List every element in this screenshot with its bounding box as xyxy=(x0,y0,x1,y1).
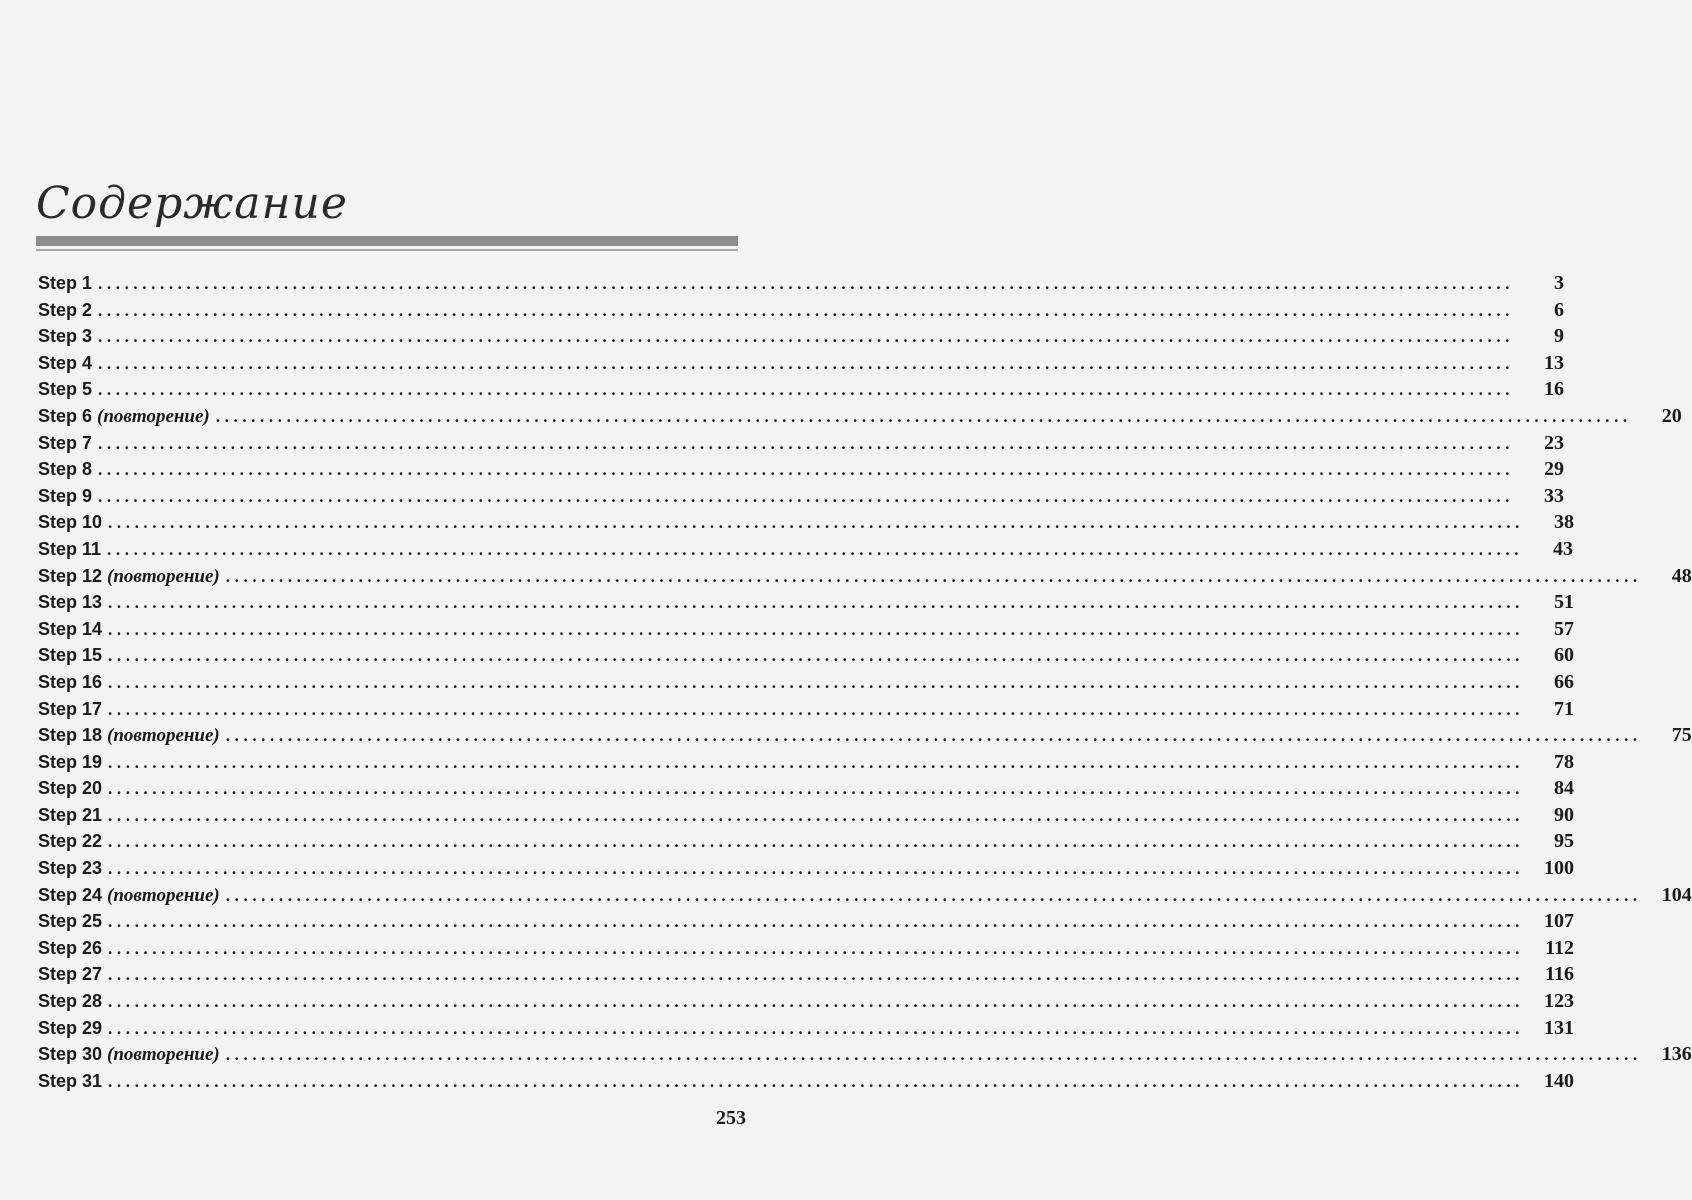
toc-entry[interactable] xyxy=(38,722,1692,749)
toc-step-label: Step 26 xyxy=(38,937,103,958)
table-of-contents xyxy=(38,270,1692,1094)
toc-step-label: Step 31 xyxy=(38,1070,103,1091)
toc-step-note: (повторение) xyxy=(107,1044,220,1066)
toc-page-number: 3 xyxy=(1554,272,1565,294)
toc-page-number: 95 xyxy=(1554,830,1575,853)
toc-page-number: 136 xyxy=(1661,1043,1692,1066)
toc-entry[interactable] xyxy=(38,616,1575,643)
toc-entry[interactable] xyxy=(38,669,1575,696)
toc-page-number: 60 xyxy=(1554,644,1575,667)
toc-step-label: Step 9 xyxy=(38,485,93,506)
toc-entry[interactable] xyxy=(38,961,1575,988)
toc-entry[interactable] xyxy=(38,935,1575,962)
dot-leader: ................................................................................................................................................................ xyxy=(225,726,1642,746)
toc-step-label: Step 22 xyxy=(38,831,103,852)
toc-entry[interactable] xyxy=(38,1068,1575,1095)
dot-leader: ................................................................................................................................................................ xyxy=(108,1071,1525,1091)
toc-step-note: (повторение) xyxy=(97,405,210,427)
toc-entry[interactable] xyxy=(38,430,1565,457)
toc-step-label: Step 12 xyxy=(38,565,103,586)
toc-entry[interactable] xyxy=(38,376,1565,403)
toc-step-label: Step 10 xyxy=(38,512,103,533)
toc-page-number: 104 xyxy=(1661,883,1692,906)
toc-step-label: Step 29 xyxy=(38,1017,103,1038)
toc-page-number: 100 xyxy=(1544,857,1575,880)
toc-step-label: Step 23 xyxy=(38,858,103,879)
toc-step-label: Step 18 xyxy=(38,725,103,746)
toc-page-number: 123 xyxy=(1544,990,1575,1013)
toc-step-label: Step 1 xyxy=(38,273,93,293)
toc-page-number: 51 xyxy=(1554,591,1575,614)
toc-page-number: 57 xyxy=(1554,617,1575,640)
toc-step-label: Step 27 xyxy=(38,964,103,985)
toc-page-number: 78 xyxy=(1554,750,1575,773)
dot-leader: ................................................................................................................................................................ xyxy=(108,912,1525,932)
toc-entry[interactable] xyxy=(38,563,1692,590)
dot-leader: ................................................................................................................................................................ xyxy=(225,885,1642,905)
toc-page-number: 107 xyxy=(1544,910,1575,933)
toc-entry[interactable] xyxy=(38,1041,1692,1068)
toc-entry[interactable] xyxy=(38,403,1682,430)
toc-entry[interactable] xyxy=(38,350,1565,377)
toc-entry[interactable] xyxy=(38,855,1575,882)
toc-page-number: 13 xyxy=(1544,351,1565,374)
toc-entry[interactable] xyxy=(38,483,1565,510)
dot-leader: ................................................................................................................................................................ xyxy=(108,699,1525,719)
toc-page-number: 66 xyxy=(1554,670,1575,693)
toc-entry[interactable] xyxy=(38,908,1575,935)
dot-leader: ................................................................................................................................................................ xyxy=(108,513,1525,533)
toc-step-label: Step 20 xyxy=(38,778,103,799)
toc-step-label: Step 6 xyxy=(38,405,93,426)
toc-entry[interactable] xyxy=(38,536,1574,563)
dot-leader: ................................................................................................................................................................ xyxy=(108,938,1525,958)
toc-step-label: Step 21 xyxy=(38,804,103,825)
toc-step-label: Step 24 xyxy=(38,884,103,905)
toc-step-label: Step 2 xyxy=(38,299,93,320)
toc-step-label: Step 25 xyxy=(38,911,103,932)
toc-entry[interactable] xyxy=(38,509,1575,536)
dot-leader: ................................................................................................................................................................ xyxy=(225,566,1642,586)
dot-leader: ................................................................................................................................................................ xyxy=(108,859,1525,879)
toc-page-number: 84 xyxy=(1554,777,1575,800)
dot-leader: ................................................................................................................................................................ xyxy=(107,539,1524,559)
toc-page-number: 33 xyxy=(1544,484,1565,507)
dot-leader: ................................................................................................................................................................ xyxy=(108,992,1525,1012)
toc-step-label: Step 19 xyxy=(38,751,103,772)
dot-leader: ................................................................................................................................................................ xyxy=(98,380,1515,400)
dot-leader: ................................................................................................................................................................ xyxy=(98,300,1515,320)
toc-step-label: Step 28 xyxy=(38,991,103,1012)
toc-entry[interactable] xyxy=(38,589,1575,616)
title-rule-thin xyxy=(36,249,738,251)
toc-step-label: Step 5 xyxy=(38,379,93,400)
dot-leader: ................................................................................................................................................................ xyxy=(98,327,1515,347)
toc-step-label: Step 4 xyxy=(38,352,93,373)
toc-page-number: 75 xyxy=(1671,724,1692,747)
toc-step-note: (повторение) xyxy=(107,565,220,587)
dot-leader: ................................................................................................................................................................ xyxy=(108,1018,1525,1038)
toc-step-note: (повторение) xyxy=(107,884,220,906)
dot-leader: ................................................................................................................................................................ xyxy=(108,593,1525,613)
toc-page-number: 71 xyxy=(1554,697,1575,720)
toc-page-number: 116 xyxy=(1545,963,1575,986)
dot-leader: ................................................................................................................................................................ xyxy=(108,646,1525,666)
toc-entry[interactable] xyxy=(38,1015,1575,1042)
dot-leader: ................................................................................................................................................................ xyxy=(98,486,1515,506)
dot-leader: ................................................................................................................................................................ xyxy=(108,832,1525,852)
toc-page-number: 16 xyxy=(1544,378,1565,401)
toc-step-label: Step 14 xyxy=(38,618,103,639)
toc-page-number: 20 xyxy=(1661,404,1682,427)
toc-entry[interactable] xyxy=(38,456,1565,483)
toc-page-number: 131 xyxy=(1544,1016,1575,1039)
toc-page-number: 23 xyxy=(1544,431,1565,454)
dot-leader: ................................................................................................................................................................ xyxy=(225,1045,1642,1065)
page-title: Содержание xyxy=(36,178,348,229)
toc-entry[interactable] xyxy=(38,642,1575,669)
toc-step-label: Step 8 xyxy=(38,459,93,480)
dot-leader: ................................................................................................................................................................ xyxy=(108,779,1525,799)
dot-leader: ................................................................................................................................................................ xyxy=(98,353,1515,373)
toc-page-number: 9 xyxy=(1554,325,1565,348)
toc-entry[interactable] xyxy=(38,297,1565,324)
toc-entry[interactable] xyxy=(38,882,1692,909)
toc-step-label: Step 15 xyxy=(38,645,103,666)
toc-step-label: Step 7 xyxy=(38,432,93,453)
toc-entry[interactable] xyxy=(38,988,1575,1015)
toc-page-number: 6 xyxy=(1554,298,1565,321)
toc-step-label: Step 11 xyxy=(38,538,102,559)
toc-entry[interactable] xyxy=(38,749,1575,776)
title-rule-thick xyxy=(36,236,738,246)
dot-leader: ................................................................................................................................................................ xyxy=(108,805,1525,825)
dot-leader: ................................................................................................................................................................ xyxy=(108,672,1525,692)
dot-leader: ................................................................................................................................................................ xyxy=(215,406,1632,426)
toc-entry[interactable] xyxy=(38,696,1575,723)
toc-page-number: 90 xyxy=(1554,803,1575,826)
toc-entry[interactable] xyxy=(38,775,1575,802)
toc-step-label: Step 30 xyxy=(38,1044,103,1065)
dot-leader: ................................................................................................................................................................ xyxy=(108,965,1525,985)
toc-page-number: 140 xyxy=(1544,1069,1575,1092)
toc-step-label: Step 16 xyxy=(38,671,103,692)
toc-step-label: Step 17 xyxy=(38,698,103,719)
toc-step-label: Step 3 xyxy=(38,326,93,347)
toc-entry[interactable] xyxy=(38,802,1575,829)
toc-page-number: 43 xyxy=(1553,537,1574,560)
toc-entry[interactable] xyxy=(38,828,1575,855)
dot-leader: ................................................................................................................................................................ xyxy=(98,433,1515,453)
toc-step-label: Step 13 xyxy=(38,592,103,613)
toc-page-number: 48 xyxy=(1671,564,1692,587)
toc-entry[interactable] xyxy=(38,270,1565,297)
toc-page-number: 29 xyxy=(1544,458,1565,481)
dot-leader: ................................................................................................................................................................ xyxy=(108,752,1525,772)
toc-page-number: 38 xyxy=(1554,511,1575,534)
dot-leader: ................................................................................................................................................................ xyxy=(108,619,1525,639)
dot-leader: ................................................................................................................................................................ xyxy=(98,274,1515,293)
dot-leader: ................................................................................................................................................................ xyxy=(98,460,1515,480)
page-number: 253 xyxy=(716,1107,746,1129)
toc-step-note: (повторение) xyxy=(107,725,220,747)
toc-page-number: 112 xyxy=(1545,936,1575,959)
toc-entry[interactable] xyxy=(38,323,1565,350)
